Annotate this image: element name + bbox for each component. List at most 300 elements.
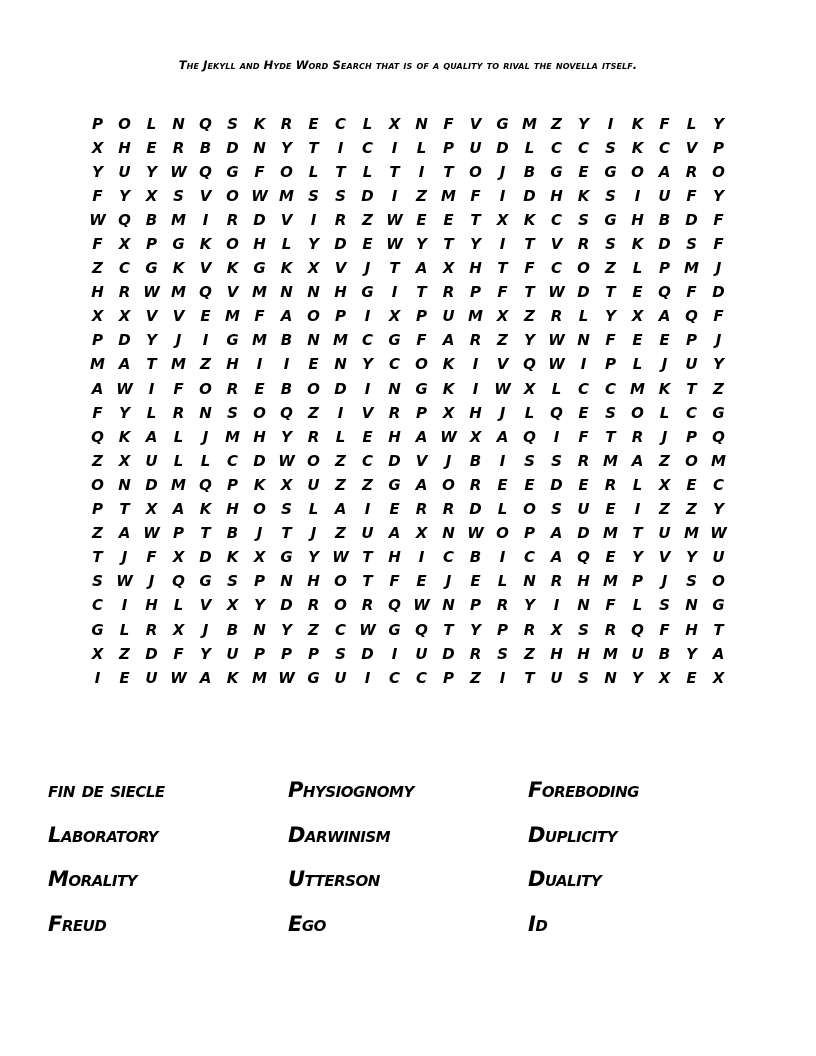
grid-letter[interactable]: F xyxy=(713,235,724,254)
grid-letter[interactable]: X xyxy=(631,307,644,326)
grid-letter[interactable]: H xyxy=(145,596,158,615)
grid-letter[interactable]: D xyxy=(685,210,698,229)
grid-letter[interactable]: K xyxy=(226,668,239,687)
grid-letter[interactable]: E xyxy=(254,379,265,398)
grid-letter[interactable]: L xyxy=(632,259,643,278)
grid-letter[interactable]: C xyxy=(361,451,373,470)
grid-letter[interactable]: R xyxy=(307,427,320,446)
grid-letter[interactable]: M xyxy=(171,283,186,302)
grid-letter[interactable]: L xyxy=(308,500,319,519)
grid-letter[interactable]: R xyxy=(172,403,185,422)
grid-letter[interactable]: J xyxy=(499,403,506,422)
grid-letter[interactable]: J xyxy=(310,524,317,543)
grid-letter[interactable]: Q xyxy=(172,572,185,591)
grid-letter[interactable]: J xyxy=(148,572,155,591)
grid-letter[interactable]: O xyxy=(280,162,293,181)
grid-letter[interactable]: K xyxy=(523,210,536,229)
grid-letter[interactable]: W xyxy=(332,548,349,567)
grid-letter[interactable]: O xyxy=(226,235,239,254)
grid-letter[interactable]: X xyxy=(91,138,104,157)
grid-letter[interactable]: P xyxy=(92,114,103,133)
grid-letter[interactable]: W xyxy=(548,355,565,374)
grid-letter[interactable]: I xyxy=(499,451,506,470)
grid-letter[interactable]: W xyxy=(278,451,295,470)
grid-letter[interactable]: R xyxy=(334,210,347,229)
grid-letter[interactable]: K xyxy=(118,427,131,446)
grid-letter[interactable]: Y xyxy=(632,668,643,687)
grid-letter[interactable]: S xyxy=(497,644,508,663)
grid-letter[interactable]: E xyxy=(578,162,589,181)
grid-letter[interactable]: I xyxy=(472,379,479,398)
grid-letter[interactable]: R xyxy=(550,307,563,326)
grid-letter[interactable]: O xyxy=(307,379,320,398)
grid-letter[interactable]: A xyxy=(388,524,401,543)
grid-letter[interactable]: D xyxy=(334,235,347,254)
grid-letter[interactable]: A xyxy=(550,524,563,543)
grid-letter[interactable]: K xyxy=(442,379,455,398)
grid-letter[interactable]: X xyxy=(118,451,131,470)
grid-letter[interactable]: F xyxy=(578,427,589,446)
grid-letter[interactable]: L xyxy=(362,162,373,181)
grid-letter[interactable]: Z xyxy=(335,475,346,494)
grid-letter[interactable]: F xyxy=(92,403,103,422)
grid-letter[interactable]: I xyxy=(499,186,506,205)
grid-letter[interactable]: Q xyxy=(685,307,698,326)
grid-letter[interactable]: D xyxy=(577,524,590,543)
grid-letter[interactable]: N xyxy=(199,403,212,422)
grid-letter[interactable]: E xyxy=(362,235,373,254)
grid-letter[interactable]: D xyxy=(280,596,293,615)
grid-letter[interactable]: I xyxy=(391,186,398,205)
grid-letter[interactable]: I xyxy=(256,355,263,374)
grid-letter[interactable]: Y xyxy=(470,235,481,254)
grid-letter[interactable]: K xyxy=(442,355,455,374)
grid-letter[interactable]: Z xyxy=(362,475,373,494)
grid-letter[interactable]: S xyxy=(227,114,238,133)
grid-letter[interactable]: K xyxy=(226,548,239,567)
grid-letter[interactable]: T xyxy=(335,162,346,181)
grid-letter[interactable]: P xyxy=(173,524,184,543)
grid-letter[interactable]: D xyxy=(253,451,266,470)
grid-letter[interactable]: L xyxy=(632,596,643,615)
grid-letter[interactable]: O xyxy=(253,500,266,519)
grid-letter[interactable]: A xyxy=(118,355,131,374)
grid-letter[interactable]: L xyxy=(173,427,184,446)
grid-letter[interactable]: G xyxy=(496,114,509,133)
grid-letter[interactable]: W xyxy=(116,379,133,398)
grid-letter[interactable]: L xyxy=(146,403,157,422)
grid-letter[interactable]: I xyxy=(391,138,398,157)
grid-letter[interactable]: O xyxy=(415,355,428,374)
grid-letter[interactable]: B xyxy=(226,620,239,639)
grid-letter[interactable]: G xyxy=(226,331,239,350)
grid-letter[interactable]: S xyxy=(578,210,589,229)
grid-letter[interactable]: M xyxy=(225,307,240,326)
grid-letter[interactable]: U xyxy=(685,355,698,374)
grid-letter[interactable]: O xyxy=(631,403,644,422)
grid-letter[interactable]: Y xyxy=(524,331,535,350)
grid-letter[interactable]: W xyxy=(143,524,160,543)
grid-letter[interactable]: E xyxy=(632,331,643,350)
grid-letter[interactable]: W xyxy=(89,210,106,229)
grid-letter[interactable]: K xyxy=(253,475,266,494)
grid-letter[interactable]: A xyxy=(712,644,725,663)
grid-letter[interactable]: Z xyxy=(524,307,535,326)
grid-letter[interactable]: C xyxy=(604,379,616,398)
grid-letter[interactable]: K xyxy=(631,235,644,254)
grid-letter[interactable]: U xyxy=(334,668,347,687)
grid-letter[interactable]: S xyxy=(281,500,292,519)
grid-letter[interactable]: C xyxy=(685,403,697,422)
grid-letter[interactable]: A xyxy=(415,475,428,494)
grid-letter[interactable]: B xyxy=(280,379,293,398)
grid-letter[interactable]: J xyxy=(202,427,209,446)
grid-letter[interactable]: R xyxy=(145,620,158,639)
grid-letter[interactable]: J xyxy=(202,620,209,639)
grid-letter[interactable]: I xyxy=(364,379,371,398)
grid-letter[interactable]: Q xyxy=(280,403,293,422)
grid-letter[interactable]: Q xyxy=(118,210,131,229)
grid-letter[interactable]: M xyxy=(630,379,645,398)
grid-letter[interactable]: L xyxy=(524,138,535,157)
grid-letter[interactable]: G xyxy=(550,162,563,181)
grid-letter[interactable]: O xyxy=(307,451,320,470)
grid-letter[interactable]: S xyxy=(578,620,589,639)
grid-letter[interactable]: P xyxy=(443,138,454,157)
grid-letter[interactable]: C xyxy=(523,548,535,567)
grid-letter[interactable]: T xyxy=(443,620,454,639)
grid-letter[interactable]: R xyxy=(118,283,131,302)
grid-letter[interactable]: X xyxy=(118,235,131,254)
grid-letter[interactable]: T xyxy=(416,283,427,302)
grid-letter[interactable]: M xyxy=(522,114,537,133)
grid-letter[interactable]: N xyxy=(388,379,401,398)
grid-letter[interactable]: H xyxy=(388,427,401,446)
grid-letter[interactable]: V xyxy=(226,283,239,302)
grid-letter[interactable]: U xyxy=(118,162,131,181)
grid-letter[interactable]: A xyxy=(145,427,158,446)
grid-letter[interactable]: X xyxy=(442,403,455,422)
grid-letter[interactable]: T xyxy=(470,210,481,229)
grid-letter[interactable]: B xyxy=(523,162,536,181)
grid-letter[interactable]: X xyxy=(145,500,158,519)
grid-letter[interactable]: C xyxy=(577,138,589,157)
grid-letter[interactable]: W xyxy=(386,210,403,229)
grid-letter[interactable]: H xyxy=(469,403,482,422)
grid-letter[interactable]: T xyxy=(443,235,454,254)
grid-letter[interactable]: W xyxy=(251,186,268,205)
grid-letter[interactable]: E xyxy=(686,475,697,494)
grid-letter[interactable]: U xyxy=(145,668,158,687)
grid-letter[interactable]: Y xyxy=(713,500,724,519)
grid-letter[interactable]: P xyxy=(659,259,670,278)
grid-letter[interactable]: I xyxy=(391,644,398,663)
grid-letter[interactable]: L xyxy=(281,235,292,254)
grid-letter[interactable]: S xyxy=(524,451,535,470)
grid-letter[interactable]: S xyxy=(605,403,616,422)
grid-letter[interactable]: X xyxy=(658,475,671,494)
grid-letter[interactable]: F xyxy=(389,572,400,591)
grid-letter[interactable]: C xyxy=(442,548,454,567)
grid-letter[interactable]: P xyxy=(92,331,103,350)
grid-letter[interactable]: S xyxy=(335,186,346,205)
grid-letter[interactable]: P xyxy=(227,475,238,494)
grid-letter[interactable]: P xyxy=(686,427,697,446)
grid-letter[interactable]: N xyxy=(685,596,698,615)
grid-letter[interactable]: I xyxy=(607,114,614,133)
grid-letter[interactable]: I xyxy=(337,138,344,157)
grid-letter[interactable]: V xyxy=(550,235,563,254)
grid-letter[interactable]: E xyxy=(308,355,319,374)
grid-letter[interactable]: T xyxy=(524,668,535,687)
grid-letter[interactable]: B xyxy=(469,548,482,567)
grid-letter[interactable]: F xyxy=(173,379,184,398)
grid-letter[interactable]: Y xyxy=(416,235,427,254)
grid-letter[interactable]: C xyxy=(550,138,562,157)
grid-letter[interactable]: V xyxy=(361,403,374,422)
grid-letter[interactable]: I xyxy=(364,500,371,519)
grid-letter[interactable]: P xyxy=(443,668,454,687)
grid-letter[interactable]: I xyxy=(202,331,209,350)
grid-letter[interactable]: A xyxy=(172,500,185,519)
grid-letter[interactable]: W xyxy=(440,427,457,446)
grid-letter[interactable]: Y xyxy=(713,186,724,205)
grid-letter[interactable]: Z xyxy=(713,379,724,398)
grid-letter[interactable]: L xyxy=(335,427,346,446)
grid-letter[interactable]: D xyxy=(523,186,536,205)
grid-letter[interactable]: O xyxy=(307,307,320,326)
grid-letter[interactable]: B xyxy=(658,210,671,229)
grid-letter[interactable]: N xyxy=(118,475,131,494)
grid-letter[interactable]: U xyxy=(712,548,725,567)
grid-letter[interactable]: Z xyxy=(92,259,103,278)
grid-letter[interactable]: W xyxy=(278,668,295,687)
grid-letter[interactable]: I xyxy=(418,162,425,181)
grid-letter[interactable]: V xyxy=(415,451,428,470)
grid-letter[interactable]: Y xyxy=(632,548,643,567)
grid-letter[interactable]: X xyxy=(415,524,428,543)
grid-letter[interactable]: N xyxy=(280,283,293,302)
grid-letter[interactable]: F xyxy=(605,331,616,350)
grid-letter[interactable]: F xyxy=(254,162,265,181)
grid-letter[interactable]: T xyxy=(713,620,724,639)
grid-letter[interactable]: S xyxy=(335,644,346,663)
grid-letter[interactable]: G xyxy=(253,259,266,278)
grid-letter[interactable]: H xyxy=(469,259,482,278)
grid-letter[interactable]: D xyxy=(253,210,266,229)
grid-letter[interactable]: L xyxy=(362,114,373,133)
grid-letter[interactable]: P xyxy=(146,235,157,254)
grid-letter[interactable]: I xyxy=(634,186,641,205)
grid-letter[interactable]: R xyxy=(604,620,617,639)
grid-letter[interactable]: I xyxy=(499,235,506,254)
grid-letter[interactable]: W xyxy=(494,379,511,398)
grid-letter[interactable]: L xyxy=(146,114,157,133)
grid-letter[interactable]: G xyxy=(199,572,212,591)
grid-letter[interactable]: F xyxy=(254,307,265,326)
grid-letter[interactable]: B xyxy=(226,524,239,543)
grid-letter[interactable]: O xyxy=(118,114,131,133)
grid-letter[interactable]: E xyxy=(416,210,427,229)
grid-letter[interactable]: M xyxy=(279,186,294,205)
grid-letter[interactable]: A xyxy=(199,668,212,687)
grid-letter[interactable]: U xyxy=(658,524,671,543)
grid-letter[interactable]: B xyxy=(658,644,671,663)
grid-letter[interactable]: A xyxy=(631,451,644,470)
grid-letter[interactable]: H xyxy=(685,620,698,639)
grid-letter[interactable]: M xyxy=(333,331,348,350)
grid-letter[interactable]: W xyxy=(548,283,565,302)
grid-letter[interactable]: M xyxy=(603,524,618,543)
grid-letter[interactable]: E xyxy=(686,668,697,687)
grid-letter[interactable]: V xyxy=(685,138,698,157)
grid-letter[interactable]: O xyxy=(226,186,239,205)
grid-letter[interactable]: C xyxy=(388,668,400,687)
grid-letter[interactable]: Y xyxy=(686,644,697,663)
grid-letter[interactable]: Z xyxy=(92,451,103,470)
grid-letter[interactable]: X xyxy=(388,114,401,133)
grid-letter[interactable]: J xyxy=(661,355,668,374)
grid-letter[interactable]: M xyxy=(441,186,456,205)
grid-letter[interactable]: X xyxy=(523,379,536,398)
grid-letter[interactable]: H xyxy=(631,210,644,229)
grid-letter[interactable]: A xyxy=(91,379,104,398)
grid-letter[interactable]: M xyxy=(603,451,618,470)
grid-letter[interactable]: D xyxy=(226,138,239,157)
grid-letter[interactable]: H xyxy=(253,235,266,254)
grid-letter[interactable]: H xyxy=(388,548,401,567)
grid-letter[interactable]: T xyxy=(524,283,535,302)
grid-letter[interactable]: F xyxy=(713,307,724,326)
grid-letter[interactable]: O xyxy=(334,596,347,615)
grid-letter[interactable]: H xyxy=(577,644,590,663)
grid-letter[interactable]: X xyxy=(307,259,320,278)
grid-letter[interactable]: D xyxy=(118,331,131,350)
grid-letter[interactable]: F xyxy=(146,548,157,567)
grid-letter[interactable]: R xyxy=(685,162,698,181)
grid-letter[interactable]: M xyxy=(468,307,483,326)
grid-letter[interactable]: Y xyxy=(119,403,130,422)
grid-letter[interactable]: F xyxy=(470,186,481,205)
grid-letter[interactable]: K xyxy=(199,235,212,254)
grid-letter[interactable]: K xyxy=(280,259,293,278)
grid-letter[interactable]: M xyxy=(252,283,267,302)
grid-letter[interactable]: H xyxy=(577,572,590,591)
grid-letter[interactable]: R xyxy=(469,644,482,663)
grid-letter[interactable]: I xyxy=(310,210,317,229)
grid-letter[interactable]: O xyxy=(712,162,725,181)
grid-letter[interactable]: Q xyxy=(658,283,671,302)
grid-letter[interactable]: U xyxy=(631,644,644,663)
grid-letter[interactable]: G xyxy=(91,620,104,639)
grid-letter[interactable]: X xyxy=(280,475,293,494)
grid-letter[interactable]: E xyxy=(416,572,427,591)
grid-letter[interactable]: A xyxy=(442,331,455,350)
grid-letter[interactable]: N xyxy=(307,331,320,350)
grid-letter[interactable]: T xyxy=(119,500,130,519)
grid-letter[interactable]: M xyxy=(711,451,726,470)
grid-letter[interactable]: E xyxy=(578,403,589,422)
grid-letter[interactable]: E xyxy=(146,138,157,157)
grid-letter[interactable]: J xyxy=(661,572,668,591)
grid-letter[interactable]: D xyxy=(199,548,212,567)
grid-letter[interactable]: A xyxy=(415,259,428,278)
grid-letter[interactable]: Q xyxy=(199,114,212,133)
grid-letter[interactable]: T xyxy=(632,524,643,543)
grid-letter[interactable]: L xyxy=(200,451,211,470)
grid-letter[interactable]: J xyxy=(715,259,722,278)
grid-letter[interactable]: G xyxy=(604,210,617,229)
grid-letter[interactable]: X xyxy=(91,644,104,663)
grid-letter[interactable]: R xyxy=(226,379,239,398)
grid-letter[interactable]: N xyxy=(280,572,293,591)
grid-letter[interactable]: T xyxy=(200,524,211,543)
grid-letter[interactable]: Q xyxy=(415,620,428,639)
grid-letter[interactable]: J xyxy=(121,548,128,567)
grid-letter[interactable]: O xyxy=(469,162,482,181)
grid-letter[interactable]: R xyxy=(442,500,455,519)
grid-letter[interactable]: E xyxy=(605,548,616,567)
grid-letter[interactable]: C xyxy=(550,259,562,278)
grid-letter[interactable]: U xyxy=(415,644,428,663)
grid-letter[interactable]: C xyxy=(91,596,103,615)
grid-letter[interactable]: D xyxy=(712,283,725,302)
grid-letter[interactable]: L xyxy=(686,114,697,133)
grid-letter[interactable]: S xyxy=(686,235,697,254)
grid-letter[interactable]: D xyxy=(577,283,590,302)
grid-letter[interactable]: Z xyxy=(659,451,670,470)
grid-letter[interactable]: H xyxy=(550,644,563,663)
grid-letter[interactable]: G xyxy=(604,162,617,181)
grid-letter[interactable]: A xyxy=(658,307,671,326)
grid-letter[interactable]: P xyxy=(686,331,697,350)
grid-letter[interactable]: M xyxy=(603,572,618,591)
grid-letter[interactable]: Y xyxy=(254,596,265,615)
grid-letter[interactable]: U xyxy=(307,475,320,494)
grid-letter[interactable]: B xyxy=(280,331,293,350)
grid-letter[interactable]: Q xyxy=(523,427,536,446)
grid-letter[interactable]: F xyxy=(443,114,454,133)
grid-letter[interactable]: P xyxy=(497,620,508,639)
grid-letter[interactable]: J xyxy=(364,259,371,278)
grid-letter[interactable]: D xyxy=(361,644,374,663)
grid-letter[interactable]: R xyxy=(604,475,617,494)
grid-letter[interactable]: U xyxy=(658,186,671,205)
grid-letter[interactable]: A xyxy=(496,427,509,446)
grid-letter[interactable]: Y xyxy=(470,620,481,639)
grid-letter[interactable]: W xyxy=(467,524,484,543)
grid-letter[interactable]: Y xyxy=(578,114,589,133)
grid-letter[interactable]: M xyxy=(225,427,240,446)
grid-letter[interactable]: X xyxy=(712,668,725,687)
grid-letter[interactable]: U xyxy=(145,451,158,470)
grid-letter[interactable]: I xyxy=(202,210,209,229)
grid-letter[interactable]: Z xyxy=(416,186,427,205)
grid-letter[interactable]: G xyxy=(307,668,320,687)
grid-letter[interactable]: Z xyxy=(524,644,535,663)
grid-letter[interactable]: L xyxy=(551,379,562,398)
grid-letter[interactable]: J xyxy=(445,572,452,591)
grid-letter[interactable]: L xyxy=(308,162,319,181)
grid-letter[interactable]: N xyxy=(253,620,266,639)
grid-letter[interactable]: K xyxy=(631,138,644,157)
grid-letter[interactable]: Q xyxy=(91,427,104,446)
grid-letter[interactable]: R xyxy=(550,572,563,591)
grid-letter[interactable]: F xyxy=(173,644,184,663)
grid-letter[interactable]: N xyxy=(334,355,347,374)
grid-letter[interactable]: U xyxy=(577,500,590,519)
grid-letter[interactable]: S xyxy=(551,500,562,519)
